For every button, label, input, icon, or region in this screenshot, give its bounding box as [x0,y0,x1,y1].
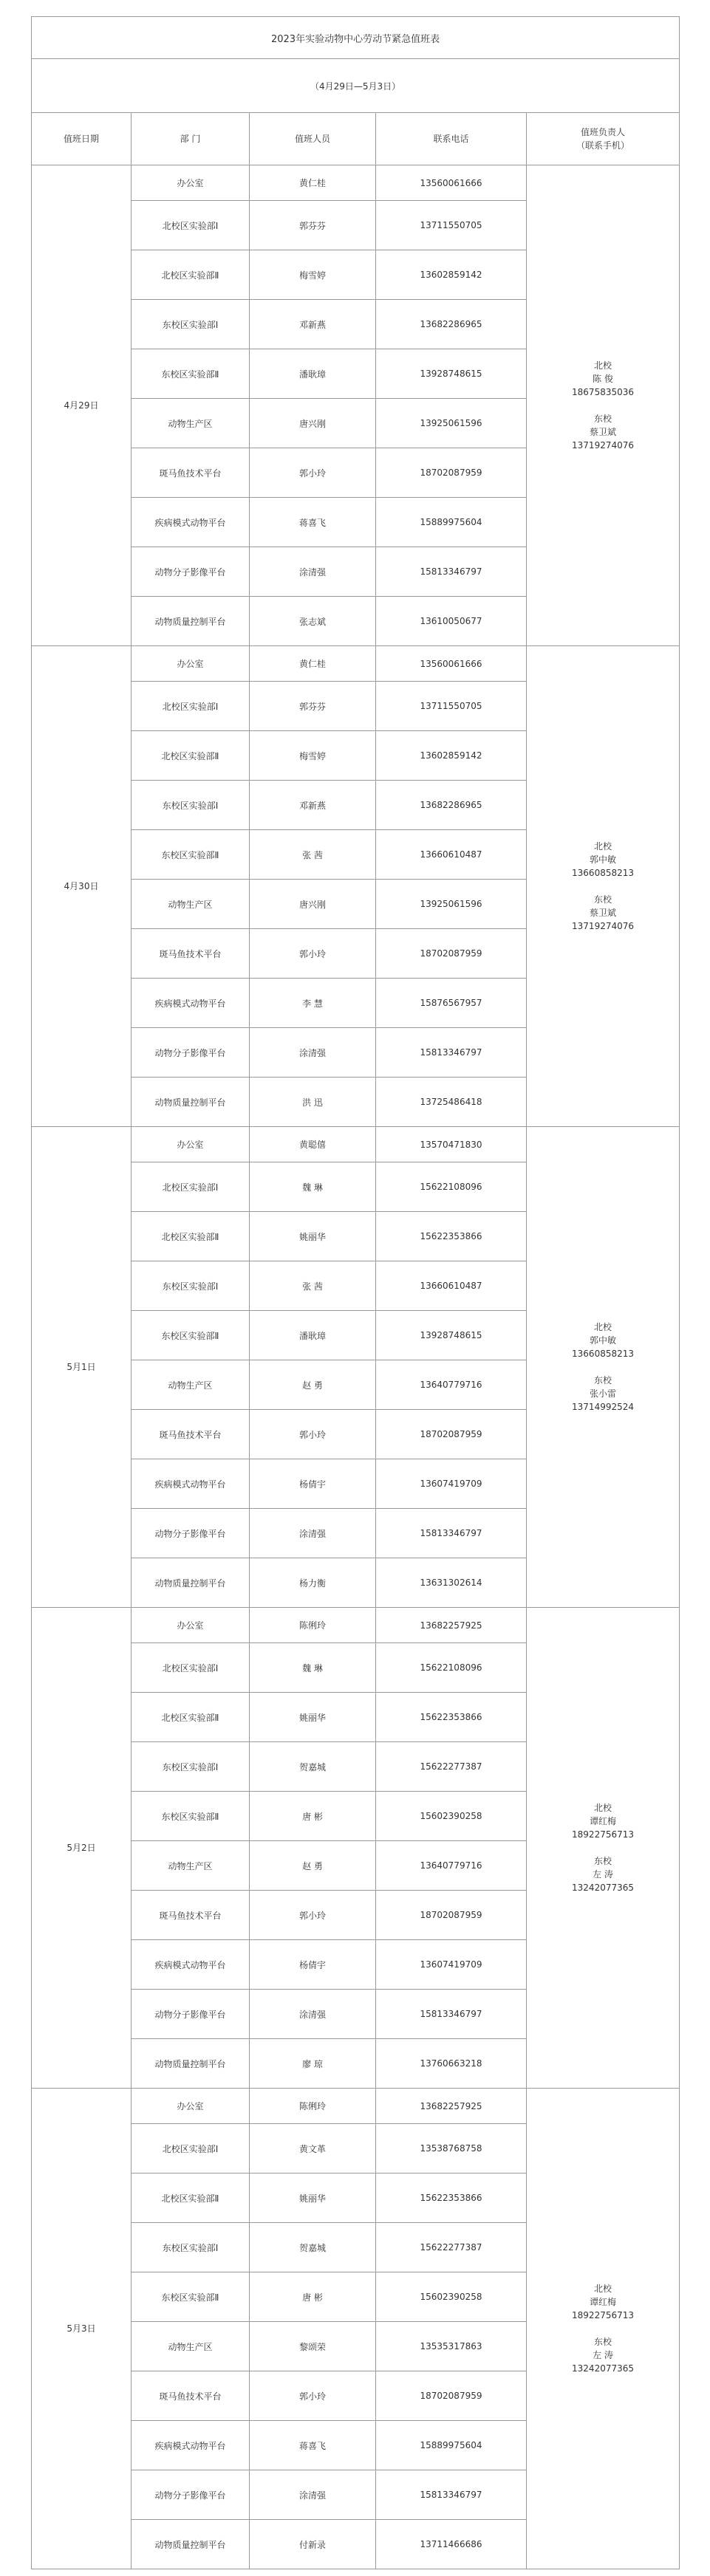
person-cell: 蒋喜飞 [250,2421,376,2470]
department-cell: 动物质量控制平台 [132,2039,250,2089]
person-cell: 洪 迅 [250,1078,376,1127]
person-cell: 黄仁桂 [250,646,376,682]
phone-cell: 15622277387 [376,2223,527,2272]
phone-cell: 13682286965 [376,300,527,349]
phone-cell: 15813346797 [376,547,527,597]
person-cell: 蒋喜飞 [250,498,376,547]
department-cell: 东校区实验部Ⅰ [132,300,250,349]
phone-cell: 15622277387 [376,1742,527,1792]
duty-date: 5月2日 [32,1608,132,2089]
phone-cell: 15622353866 [376,2174,527,2223]
department-cell: 东校区实验部Ⅰ [132,1261,250,1311]
person-cell: 涂清强 [250,547,376,597]
person-cell: 黄聪僖 [250,1127,376,1162]
person-cell: 唐 彬 [250,1792,376,1841]
title-row [32,17,680,59]
department-cell: 北校区实验部Ⅱ [132,2174,250,2223]
phone-cell: 13535317863 [376,2322,527,2371]
department-cell: 动物质量控制平台 [132,1078,250,1127]
phone-cell: 13570471830 [376,1127,527,1162]
person-cell: 赵 勇 [250,1360,376,1410]
department-cell: 动物分子影像平台 [132,1028,250,1078]
phone-cell: 13682257925 [376,1608,527,1643]
person-cell: 郭芬芬 [250,201,376,250]
person-cell: 唐兴刚 [250,399,376,448]
department-cell: 动物生产区 [132,880,250,929]
person-cell: 郭小玲 [250,448,376,498]
person-cell: 黎颂荣 [250,2322,376,2371]
person-cell: 涂清强 [250,1028,376,1078]
person-cell: 魏 琳 [250,1643,376,1693]
table-subtitle: （4月29日—5月3日） [32,59,680,113]
phone-cell: 15622108096 [376,1643,527,1693]
person-cell: 黄文革 [250,2124,376,2174]
department-cell: 北校区实验部Ⅱ [132,250,250,300]
person-cell: 梅雪婷 [250,731,376,781]
person-cell: 廖 琼 [250,2039,376,2089]
phone-cell: 13928748615 [376,1311,527,1360]
person-cell: 李 慧 [250,979,376,1028]
department-cell: 斑马鱼技术平台 [132,2371,250,2421]
person-cell: 姚丽华 [250,1212,376,1261]
person-cell: 郭小玲 [250,1410,376,1459]
duty-leader: 北校 郭中敏 13660858213 东校 张小雷 13714992524 [527,1127,680,1608]
department-cell: 东校区实验部Ⅱ [132,1792,250,1841]
phone-cell: 15813346797 [376,1990,527,2039]
phone-cell: 13711550705 [376,201,527,250]
person-cell: 唐 彬 [250,2272,376,2322]
phone-cell: 13640779716 [376,1360,527,1410]
phone-cell: 13711550705 [376,682,527,731]
person-cell: 张 茜 [250,1261,376,1311]
person-cell: 黄仁桂 [250,165,376,201]
department-cell: 动物分子影像平台 [132,1990,250,2039]
phone-cell: 13631302614 [376,1558,527,1608]
person-cell: 郭芬芬 [250,682,376,731]
phone-cell: 13660610487 [376,1261,527,1311]
table-row [32,165,680,201]
phone-cell: 15813346797 [376,2470,527,2520]
phone-cell: 18702087959 [376,929,527,979]
phone-cell: 15889975604 [376,498,527,547]
phone-cell: 13538768758 [376,2124,527,2174]
phone-cell: 13660610487 [376,830,527,880]
department-cell: 东校区实验部Ⅰ [132,1742,250,1792]
department-cell: 疾病模式动物平台 [132,2421,250,2470]
phone-cell: 15889975604 [376,2421,527,2470]
person-cell: 梅雪婷 [250,250,376,300]
department-cell: 动物分子影像平台 [132,1509,250,1558]
header-department: 部 门 [132,113,250,165]
phone-cell: 18702087959 [376,1410,527,1459]
department-cell: 疾病模式动物平台 [132,1940,250,1990]
person-cell: 杨倩宇 [250,1459,376,1509]
department-cell: 办公室 [132,165,250,201]
phone-cell: 15813346797 [376,1509,527,1558]
duty-leader: 北校 陈 俊 18675835036 东校 蔡卫斌 13719274076 [527,165,680,646]
table-row [32,2089,680,2124]
phone-cell: 15876567957 [376,979,527,1028]
phone-cell: 13725486418 [376,1078,527,1127]
table-title: 2023年实验动物中心劳动节紧急值班表 [32,17,680,59]
table-row [32,1608,680,1643]
phone-cell: 15622108096 [376,1162,527,1212]
department-cell: 办公室 [132,646,250,682]
person-cell: 赵 勇 [250,1841,376,1891]
department-cell: 北校区实验部Ⅰ [132,2124,250,2174]
person-cell: 郭小玲 [250,2371,376,2421]
duty-date: 5月1日 [32,1127,132,1608]
department-cell: 东校区实验部Ⅱ [132,830,250,880]
phone-cell: 13682286965 [376,781,527,830]
phone-cell: 13711466686 [376,2520,527,2569]
header-person: 值班人员 [250,113,376,165]
duty-leader: 北校 郭中敏 13660858213 东校 蔡卫斌 13719274076 [527,646,680,1127]
person-cell: 姚丽华 [250,1693,376,1742]
header-row [32,113,680,165]
department-cell: 动物质量控制平台 [132,597,250,646]
department-cell: 北校区实验部Ⅱ [132,1693,250,1742]
department-cell: 动物生产区 [132,399,250,448]
department-cell: 东校区实验部Ⅰ [132,2223,250,2272]
person-cell: 付新录 [250,2520,376,2569]
phone-cell: 18702087959 [376,448,527,498]
person-cell: 潘耿璋 [250,349,376,399]
department-cell: 斑马鱼技术平台 [132,1410,250,1459]
person-cell: 杨力衡 [250,1558,376,1608]
department-cell: 办公室 [132,2089,250,2124]
department-cell: 北校区实验部Ⅰ [132,1162,250,1212]
department-cell: 动物质量控制平台 [132,2520,250,2569]
department-cell: 东校区实验部Ⅱ [132,349,250,399]
department-cell: 动物分子影像平台 [132,547,250,597]
department-cell: 办公室 [132,1608,250,1643]
department-cell: 疾病模式动物平台 [132,979,250,1028]
person-cell: 贺嘉城 [250,2223,376,2272]
person-cell: 陈俐玲 [250,2089,376,2124]
person-cell: 潘耿璋 [250,1311,376,1360]
duty-table [31,16,680,2569]
phone-cell: 15602390258 [376,2272,527,2322]
duty-roster [31,16,679,2569]
department-cell: 办公室 [132,1127,250,1162]
phone-cell: 13607419709 [376,1459,527,1509]
person-cell: 陈俐玲 [250,1608,376,1643]
phone-cell: 18702087959 [376,2371,527,2421]
department-cell: 斑马鱼技术平台 [132,1891,250,1940]
duty-date: 5月3日 [32,2089,132,2569]
duty-date: 4月30日 [32,646,132,1127]
person-cell: 涂清强 [250,1509,376,1558]
header-leader: 值班负责人 （联系手机） [527,113,680,165]
person-cell: 郭小玲 [250,929,376,979]
person-cell: 张 茜 [250,830,376,880]
duty-date: 4月29日 [32,165,132,646]
person-cell: 杨倩宇 [250,1940,376,1990]
table-row [32,646,680,682]
department-cell: 东校区实验部Ⅰ [132,781,250,830]
department-cell: 动物生产区 [132,1360,250,1410]
department-cell: 疾病模式动物平台 [132,498,250,547]
department-cell: 疾病模式动物平台 [132,1459,250,1509]
department-cell: 动物分子影像平台 [132,2470,250,2520]
person-cell: 邓新燕 [250,300,376,349]
person-cell: 贺嘉城 [250,1742,376,1792]
table-row [32,1127,680,1162]
phone-cell: 13610050677 [376,597,527,646]
department-cell: 东校区实验部Ⅱ [132,1311,250,1360]
subtitle-row [32,59,680,113]
phone-cell: 13925061596 [376,880,527,929]
person-cell: 魏 琳 [250,1162,376,1212]
department-cell: 北校区实验部Ⅰ [132,201,250,250]
department-cell: 动物质量控制平台 [132,1558,250,1608]
person-cell: 张志斌 [250,597,376,646]
phone-cell: 13602859142 [376,250,527,300]
phone-cell: 15622353866 [376,1212,527,1261]
department-cell: 东校区实验部Ⅱ [132,2272,250,2322]
phone-cell: 15813346797 [376,1028,527,1078]
department-cell: 北校区实验部Ⅱ [132,1212,250,1261]
department-cell: 动物生产区 [132,1841,250,1891]
header-date: 值班日期 [32,113,132,165]
phone-cell: 18702087959 [376,1891,527,1940]
phone-cell: 15602390258 [376,1792,527,1841]
duty-leader: 北校 谭红梅 18922756713 东校 左 涛 13242077365 [527,2089,680,2569]
person-cell: 唐兴刚 [250,880,376,929]
phone-cell: 13560061666 [376,646,527,682]
department-cell: 动物生产区 [132,2322,250,2371]
phone-cell: 13760663218 [376,2039,527,2089]
phone-cell: 13682257925 [376,2089,527,2124]
department-cell: 北校区实验部Ⅱ [132,731,250,781]
duty-leader: 北校 谭红梅 18922756713 东校 左 涛 13242077365 [527,1608,680,2089]
department-cell: 北校区实验部Ⅰ [132,682,250,731]
phone-cell: 13640779716 [376,1841,527,1891]
phone-cell: 15622353866 [376,1693,527,1742]
person-cell: 姚丽华 [250,2174,376,2223]
header-phone: 联系电话 [376,113,527,165]
phone-cell: 13560061666 [376,165,527,201]
department-cell: 北校区实验部Ⅰ [132,1643,250,1693]
person-cell: 郭小玲 [250,1891,376,1940]
person-cell: 涂清强 [250,2470,376,2520]
department-cell: 斑马鱼技术平台 [132,448,250,498]
phone-cell: 13607419709 [376,1940,527,1990]
phone-cell: 13928748615 [376,349,527,399]
person-cell: 邓新燕 [250,781,376,830]
department-cell: 斑马鱼技术平台 [132,929,250,979]
phone-cell: 13925061596 [376,399,527,448]
person-cell: 涂清强 [250,1990,376,2039]
phone-cell: 13602859142 [376,731,527,781]
